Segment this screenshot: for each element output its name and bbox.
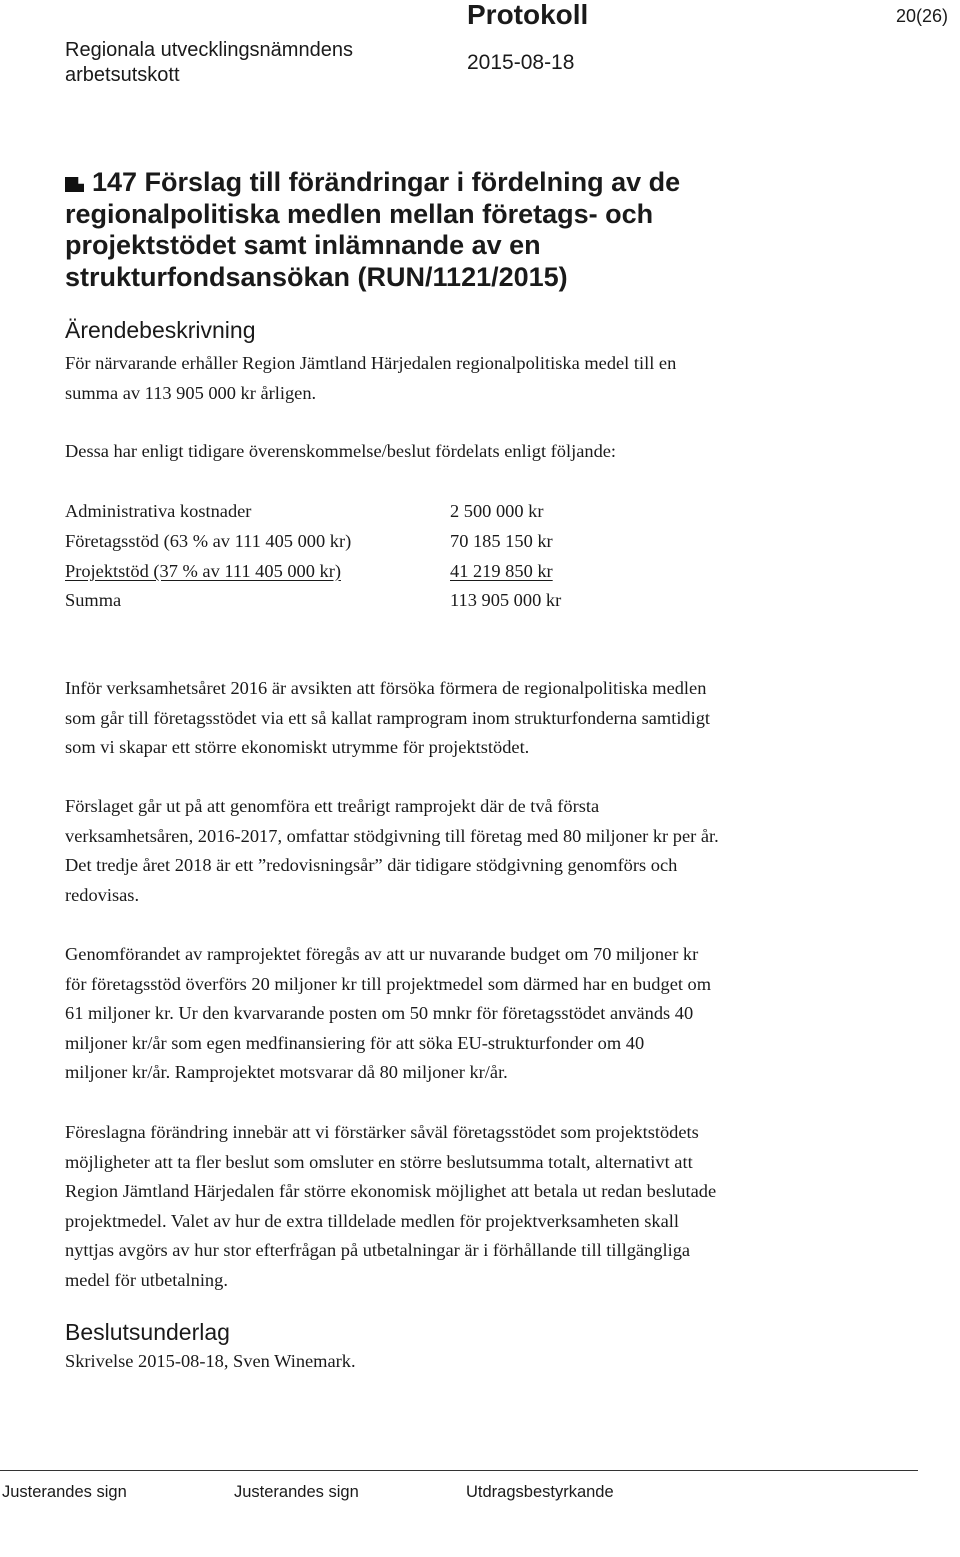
text-line: Föreslagna förändring innebär att vi förstärker såväl företagsstödet som projektstödets (65, 1122, 699, 1142)
text-line: För närvarande erhåller Region Jämtland Härjedalen regionalpolitiska medel till en (65, 353, 677, 373)
document-date: 2015-08-18 (467, 51, 575, 74)
cost-label: Projektstöd (37 % av 111 405 000 kr) (65, 560, 341, 581)
text-line: verksamhetsåren, 2016-2017, omfattar stödgivning till företag med 80 miljoner kr per år. (65, 825, 719, 846)
heading-line: projektstödet samt inlämnande av en (65, 230, 541, 260)
text-line: möjligheter att ta fler beslut som omsluter en större beslutsumma totalt, alternativt att (65, 1151, 693, 1172)
cost-label: Summa (65, 590, 122, 611)
cost-amount: 113 905 000 kr (450, 590, 562, 611)
text-line: 61 miljoner kr. Ur den kvarvarande posten om 50 mnkr för företagsstödet används 40 (65, 1003, 694, 1024)
cost-label: Företagsstöd (63 % av 111 405 000 kr) (65, 531, 352, 552)
heading-line: 147 Förslag till förändringar i fördelning av de (65, 167, 865, 199)
document-type: Protokoll (467, 0, 589, 30)
paragraph-forandring (65, 1118, 895, 1296)
paragraph-forslag (65, 792, 895, 910)
organization-line-1: Regionala utvecklingsnämndens (65, 39, 353, 61)
heading-line: regionalpolitiska medlen mellan företags- och (65, 198, 654, 229)
heading-line: strukturfondsansökan (RUN/1121/2015) (65, 261, 568, 292)
page-number: 20(26) (896, 6, 949, 26)
text-line: för företagsstöd överförs 20 miljoner kr till projektmedel som därmed har en budget om (65, 973, 712, 994)
cost-amount: 70 185 150 kr (450, 531, 553, 552)
section-title-beslutsunderlag: Beslutsunderlag (65, 1319, 230, 1345)
footer-divider (0, 1470, 918, 1471)
cost-amount: 41 219 850 kr (450, 560, 553, 581)
organization-line-2: arbetsutskott (65, 64, 180, 86)
paragraph-genomforande (65, 940, 895, 1088)
cost-row (65, 497, 590, 527)
text-line: redovisas. (65, 884, 140, 905)
text-line: summa av 113 905 000 kr årligen. (65, 382, 317, 403)
cost-amount: 2 500 000 kr (450, 501, 544, 522)
cost-distribution-table (65, 497, 590, 616)
text-line: Förslaget går ut på att genomföra ett treårigt ramprojekt där de två första (65, 796, 600, 816)
beslutsunderlag-text: Skrivelse 2015-08-18, Sven Winemark. (65, 1351, 356, 1371)
text-line: medel för utbetalning. (65, 1269, 228, 1290)
cost-row (65, 527, 590, 557)
text-line: nyttjas avgörs av hur stor efterfrågan på utbetalningar är i förhållande till tillgängliga (65, 1240, 691, 1261)
organization-name (65, 38, 353, 88)
section-title-arendebeskrivning: Ärendebeskrivning (65, 317, 256, 343)
footer-sign-2: Justerandes sign (234, 1483, 359, 1501)
cost-row-total (65, 586, 590, 616)
intro-paragraph (65, 349, 895, 408)
footer-sign-1: Justerandes sign (2, 1483, 127, 1501)
heading-marker-icon (65, 177, 84, 192)
text-line: miljoner kr/år. Ramprojektet motsvarar då 80 miljoner kr/år. (65, 1062, 508, 1083)
text-line: projektmedel. Valet av hur de extra tilldelade medlen för projektverksamheten skall (65, 1210, 679, 1231)
paragraph-ramprogram (65, 674, 895, 763)
text-line: miljoner kr/år som egen medfinansiering för att söka EU-strukturfonder om 40 (65, 1032, 645, 1053)
distribution-intro: Dessa har enligt tidigare överenskommelse/beslut fördelats enligt följande: (65, 441, 617, 461)
text-line: Inför verksamhetsåret 2016 är avsikten att försöka förmera de regionalpolitiska medlen (65, 678, 707, 698)
text-line: som går till företagsstödet via ett så kallat ramprogram inom strukturfonderna samtidigt (65, 707, 711, 728)
cost-label: Administrativa kostnader (65, 501, 252, 522)
text-line: Det tredje året 2018 är ett ”redovisningsår” där tidigare stödgivning genomförs och (65, 855, 678, 876)
text-line: som vi skapar ett större ekonomiskt utrymme för projektstödet. (65, 737, 530, 758)
item-heading (65, 167, 865, 293)
cost-row (65, 556, 590, 586)
text-line: Region Jämtland Härjedalen får större ekonomisk möjlighet att betala ut redan beslutade (65, 1181, 717, 1202)
footer-extract-certification: Utdragsbestyrkande (466, 1483, 614, 1501)
text-line: Genomförandet av ramprojektet föregås av att ur nuvarande budget om 70 miljoner kr (65, 944, 699, 964)
